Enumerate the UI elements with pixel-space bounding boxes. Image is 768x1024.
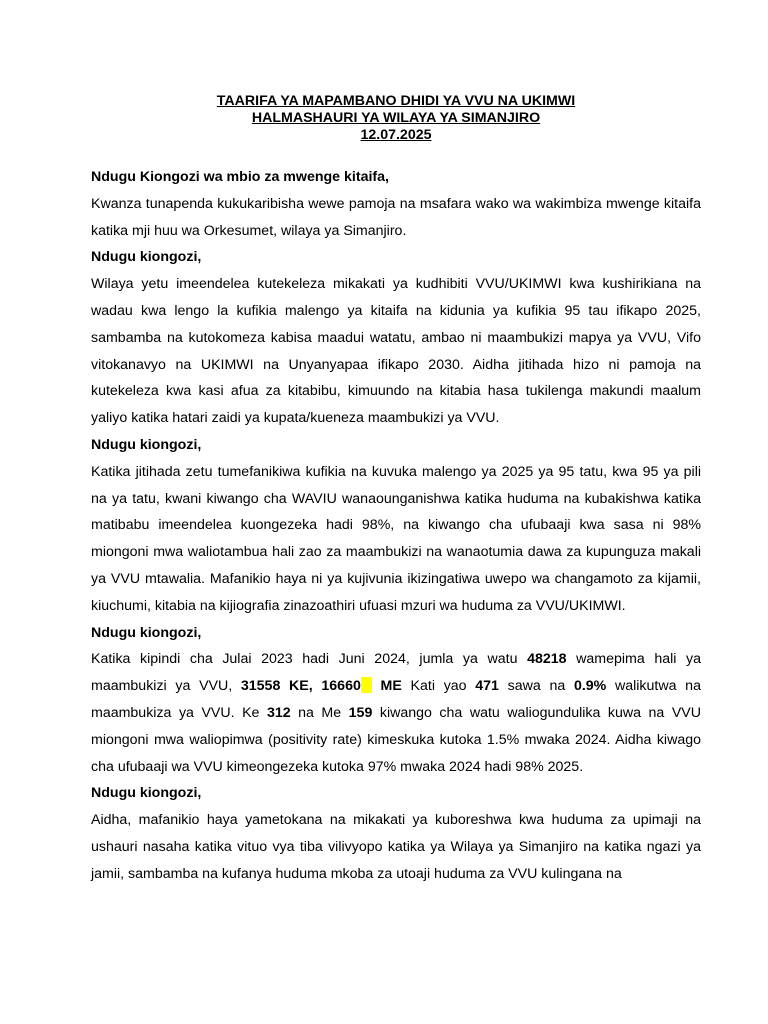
- stat-text-3: Kati yao: [401, 678, 476, 695]
- stat-text-6: na Me: [290, 704, 349, 721]
- stat-male-positive: 159: [348, 704, 373, 721]
- document-page: [91, 93, 701, 888]
- salutation: Ndugu Kiongozi wa mbio za mwenge kitaifa,: [91, 169, 389, 185]
- heading-ndugu-kiongozi-4: Ndugu kiongozi,: [91, 785, 202, 802]
- stat-text-5: walikutwa na maambukiza ya VVU. Ke: [91, 678, 701, 721]
- highlight-mark: [361, 677, 372, 693]
- paragraph-welcome: Kwanza tunapenda kukukaribisha wewe pamoja na msafara wako wa wakimbiza mwenge kitaifa katika mji huu wa Orkesumet, wilaya ya Simanjiro.: [91, 195, 701, 239]
- stat-tested-by-sex: 31558 KE, 16660: [240, 678, 361, 695]
- title-date: 12.07.2025: [360, 127, 432, 143]
- paragraph-achievements: Katika jitihada zetu tumefanikiwa kufikia na kuvuka malengo ya 2025 ya 95 tatu, kwa 95 ya pili na ya tatu, kwani kiwango cha WAVIU wanaounganishwa katika huduma na kubakishwa katika matibabu imeendelea kuongezeka hadi 98%, na kiwango cha ufubaaji kwa sasa ni 98% miongoni mwa waliotambua hali zao za maambukizi na wanaotumia dawa za kupunguza makali ya VVU mtawalia. Mafanikio haya ni ya kujivunia ikizingatiwa uwepo wa changamoto za kijamii, kiuchumi, kitabia na kijiografia zinazoathiri ufuasi mzuri wa huduma za VVU/UKIMWI.: [91, 463, 701, 614]
- document-body: [91, 164, 701, 888]
- heading-ndugu-kiongozi-3: Ndugu kiongozi,: [91, 624, 202, 641]
- stat-male-label: ME: [371, 678, 402, 695]
- stat-text-1: Katika kipindi cha Julai 2023 hadi Juni 2024, jumla ya watu: [91, 651, 528, 668]
- stat-female-positive: 312: [266, 704, 291, 721]
- stat-positive-rate: 0.9%: [573, 678, 607, 695]
- document-title: [91, 93, 701, 144]
- paragraph-statistics: [91, 646, 701, 780]
- title-line-2: HALMASHAURI YA WILAYA YA SIMANJIRO: [251, 110, 541, 126]
- stat-text-7: kiwango cha watu waliogundulika kuwa na VVU miongoni mwa waliopimwa (positivity rate) kimeskuka kutoka 1.5% mwaka 2024. Aidha kiwago cha ufubaaji wa VVU kimeongezeka kutoka 97% mwaka 2024 hadi 98% 2025.: [91, 704, 701, 775]
- stat-text-4: sawa na: [498, 678, 574, 695]
- title-line-1: TAARIFA YA MAPAMBANO DHIDI YA VVU NA UKIMWI: [216, 93, 576, 109]
- stat-positive-count: 471: [475, 678, 499, 695]
- paragraph-services: Aidha, mafanikio haya yametokana na mikakati ya kuboreshwa kwa huduma za upimaji na ushauri nasaha katika vituo vya tiba vilivyopo katika ya Wilaya ya Simanjiro na katika ngazi ya jamii, sambamba na kufanya huduma mkoba za utoaji huduma za VVU kulingana na: [91, 812, 701, 882]
- heading-ndugu-kiongozi-2: Ndugu kiongozi,: [91, 436, 202, 453]
- stat-total-tested: 48218: [527, 651, 567, 668]
- paragraph-strategies: Wilaya yetu imeendelea kutekeleza mikakati ya kudhibiti VVU/UKIMWI kwa kushirikiana na wadau kwa lengo la kufikia malengo ya kitaifa na kidunia ya kufikia 95 tau ifikapo 2025, sambamba na kutokomeza kabisa maadui watatu, ambao ni maambukizi mapya ya VVU, Vifo vitokanavyo na UKIMWI na Unyanyapaa ifikapo 2030. Aidha jitihada hizo ni pamoja na kutekeleza kwa kasi afua za kitabibu, kimuundo na kitabia hasa tukilenga makundi maalum yaliyo katika hatari zaidi ya kupata/kueneza maambukizi ya VVU.: [91, 276, 701, 427]
- heading-ndugu-kiongozi-1: Ndugu kiongozi,: [91, 249, 202, 266]
- stat-text-2: wamepima hali ya maambukizi ya VVU,: [91, 651, 701, 695]
